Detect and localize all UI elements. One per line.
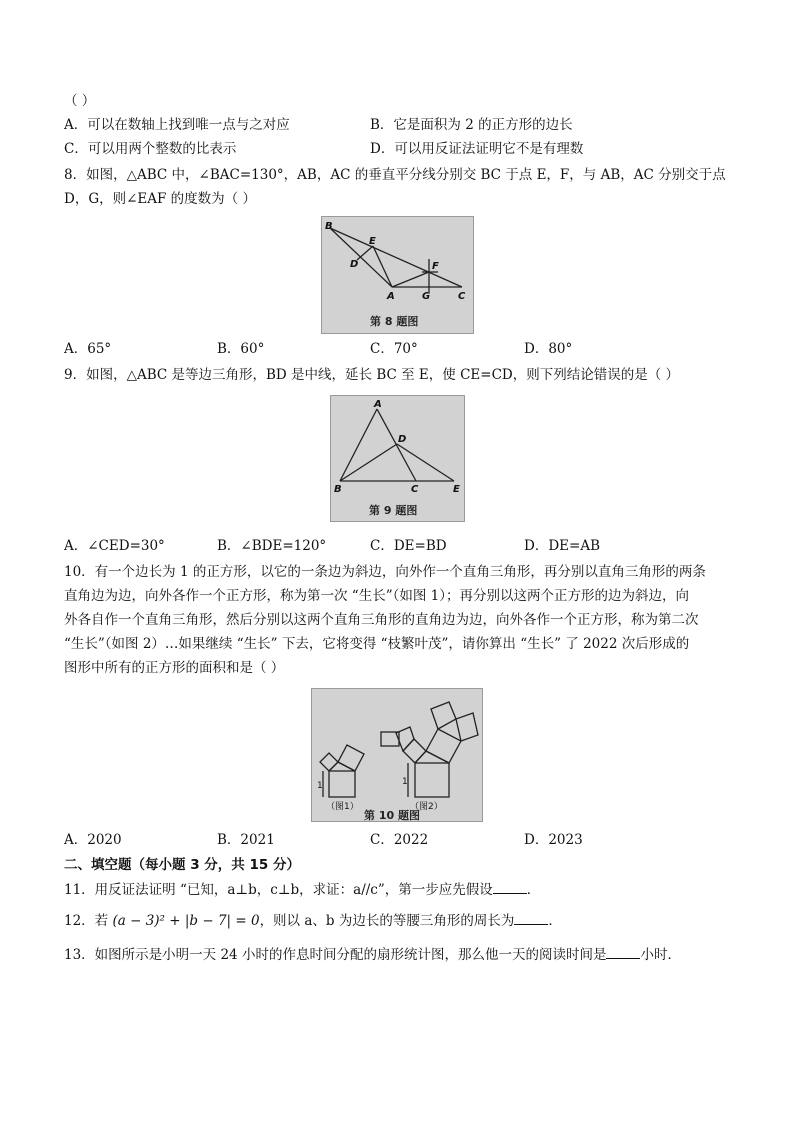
q13-text: 13．如图所示是小明一天 24 小时的作息时间分配的扇形统计图，那么他一天的阅读时间是: [64, 947, 607, 963]
q10-fig1-length-label: 1: [317, 781, 323, 791]
section-fill-in-heading: 二、填空题（每小题 3 分，共 15 分）: [64, 857, 300, 873]
q8-label-a: A: [387, 291, 395, 302]
q8-figure-caption: 第 8 题图: [370, 315, 419, 328]
q10-figure: [311, 688, 483, 822]
q12-end: ．: [548, 913, 562, 929]
q9-figure: [330, 395, 465, 522]
q9-option-b[interactable]: B．∠BDE=120°: [217, 538, 327, 554]
q10-stem-line5: 图形中所有的正方形的面积和是（ ）: [64, 660, 285, 676]
q8-option-d[interactable]: D．80°: [524, 341, 573, 357]
q9-label-e: E: [453, 484, 460, 495]
q9-option-a[interactable]: A．∠CED=30°: [64, 538, 165, 554]
q12-line: [64, 912, 562, 930]
q10-fig2-caption: （图2）: [410, 802, 443, 812]
q8-option-a[interactable]: A．65°: [64, 341, 112, 357]
q7-option-d[interactable]: D．可以用反证法证明它不是有理数: [370, 141, 584, 157]
q9-option-c[interactable]: C．DE=BD: [370, 538, 447, 554]
q8-option-b[interactable]: B．60°: [217, 341, 265, 357]
q10-option-d[interactable]: D．2023: [524, 832, 583, 848]
q7-answer-paren: （ ）: [64, 93, 96, 109]
q10-option-c[interactable]: C．2022: [370, 832, 429, 848]
q8-label-b: B: [325, 221, 333, 232]
q10-fig2-length-label: 1: [402, 777, 408, 787]
q8-stem-line2: D，G，则∠EAF 的度数为（ ）: [64, 191, 256, 207]
q9-figure-caption: 第 9 题图: [369, 504, 418, 517]
q10-stem-line4: “生长”（如图 2）…如果继续 “生长” 下去，它将变得 “枝繁叶茂”，请你算出 “生长” 了 2022 次后形成的: [64, 636, 690, 652]
q10-stem-line2: 直角边为边，向外各作一个正方形，称为第一次 “生长”（如图 1）；再分别以这两个正方形的边为斜边，向: [64, 588, 689, 604]
q13-end: 小时．: [640, 947, 681, 963]
q8-label-d: D: [350, 259, 359, 270]
q10-figure-caption: 第 10 题图: [364, 809, 420, 821]
q8-label-g: G: [422, 291, 431, 302]
q10-option-b[interactable]: B．2021: [217, 832, 275, 848]
q12-middle: ，则以 a、b 为边长的等腰三角形的周长为: [259, 913, 515, 929]
q9-label-c: C: [411, 484, 419, 495]
q8-option-c[interactable]: C．70°: [370, 341, 418, 357]
q10-stem-line3: 外各自作一个直角三角形，然后分别以这两个直角三角形的直角边为边，向外各作一个正方形，称为第二次: [64, 612, 699, 628]
q9-option-d[interactable]: D．DE=AB: [524, 538, 600, 554]
q7-option-a[interactable]: A．可以在数轴上找到唯一点与之对应: [64, 117, 290, 133]
q9-label-d: D: [398, 434, 407, 445]
q8-label-f: F: [432, 261, 439, 272]
q9-label-b: B: [334, 484, 342, 495]
q7-option-c[interactable]: C．可以用两个整数的比表示: [64, 141, 237, 157]
q11-answer-blank[interactable]: [493, 881, 527, 894]
q10-fig1-caption: （图1）: [326, 802, 359, 812]
q7-option-b[interactable]: B．它是面积为 2 的正方形的边长: [370, 117, 573, 133]
q12-formula: (a − 3)² + |b − 7| = 0: [112, 913, 260, 929]
q13-line: [64, 946, 681, 964]
q11-text: 11．用反证法证明 “已知，a⊥b，c⊥b，求证：a//c”，第一步应先假设: [64, 882, 493, 898]
q10-option-a[interactable]: A．2020: [64, 832, 122, 848]
q12-prefix: 12．若: [64, 913, 109, 929]
q8-stem-line1: 8．如图，△ABC 中，∠BAC=130°，AB，AC 的垂直平分线分别交 BC 于点 E，F，与 AB，AC 分别交于点: [64, 167, 726, 183]
q11-end: ．: [526, 882, 541, 898]
q9-stem-line1: 9．如图，△ABC 是等边三角形，BD 是中线，延长 BC 至 E，使 CE=CD，则下列结论错误的是（ ）: [64, 367, 680, 383]
q10-stem-line1: 10．有一个边长为 1 的正方形，以它的一条边为斜边，向外作一个直角三角形，再分别以直角三角形的两条: [64, 564, 706, 580]
q8-label-c: C: [458, 291, 466, 302]
q12-answer-blank[interactable]: [514, 912, 548, 925]
q13-answer-blank[interactable]: [606, 946, 640, 959]
q11-line: [64, 881, 540, 899]
q9-label-a: A: [374, 399, 382, 410]
q8-label-e: E: [369, 236, 376, 247]
q8-figure: [321, 216, 474, 334]
